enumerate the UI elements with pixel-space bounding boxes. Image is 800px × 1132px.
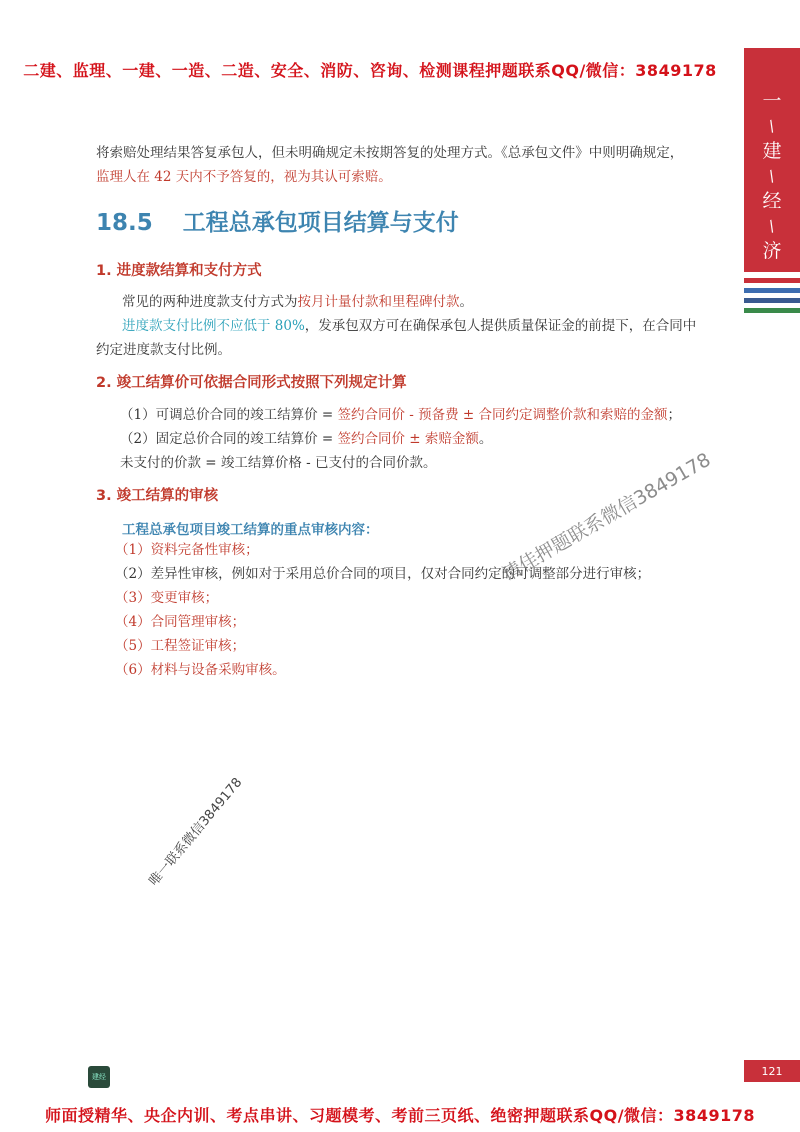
stripe-red	[744, 278, 800, 283]
side-tab-char: 济	[762, 240, 782, 262]
s2-line-1	[120, 403, 730, 427]
side-tab-separator: /	[765, 116, 779, 136]
publisher-logo: 建经	[88, 1066, 110, 1088]
subsection-2-heading: 2. 竣工结算价可依据合同形式按照下列规定计算	[96, 375, 407, 391]
s2-line-3: 未支付的价款 = 竣工结算价格 - 已支付的合同价款。	[120, 455, 437, 471]
side-tab-separator: /	[765, 216, 779, 236]
s1-text: ，发承包双方可在确保承包人提供质量保证金的前提下，在合同中	[304, 318, 697, 334]
side-tab-char: 一	[762, 90, 782, 112]
watermark-diagonal: 请佳押题联系微信3849178	[498, 448, 715, 587]
stripe-blue	[744, 288, 800, 293]
s2-text: 。	[478, 431, 493, 447]
s1-line-1	[122, 290, 722, 314]
s2-line-2	[120, 427, 730, 451]
watermark-small: 唯一联系微信3849178	[146, 775, 246, 889]
s1-text: 常见的两种进度款支付方式为	[122, 294, 298, 310]
intro-line-2: 监理人在 42 天内不予答复的，视为其认可索赔。	[96, 169, 392, 185]
chapter-side-tab	[744, 48, 800, 272]
section-title-text: 工程总承包项目结算与支付	[182, 210, 459, 236]
audit-list-item: （2）差异性审核，例如对于采用总价合同的项目，仅对合同约定的可调整部分进行审核；	[115, 566, 651, 582]
side-tab-char: 建	[762, 140, 782, 162]
audit-list-item: （4）合同管理审核；	[115, 614, 246, 630]
audit-list-item: （1）资料完备性审核；	[115, 542, 259, 558]
s2-highlight: 签约合同价 - 预备费 ± 合同约定调整价款和索赔的金额	[337, 407, 668, 423]
s2-text: ；	[667, 407, 682, 423]
stripe-navy	[744, 298, 800, 303]
section-title	[96, 204, 459, 237]
subsection-3-lead: 工程总承包项目竣工结算的重点审核内容：	[122, 522, 379, 538]
subsection-3-heading: 3. 竣工结算的审核	[96, 488, 219, 504]
color-stripes	[744, 278, 800, 318]
s1-highlight: 按月计量付款和里程碑付款	[297, 294, 460, 310]
side-tab-separator: /	[765, 166, 779, 186]
audit-list-item: （5）工程签证审核；	[115, 638, 246, 654]
stripe-green	[744, 308, 800, 313]
side-tab-char: 经	[762, 190, 782, 212]
s2-text: （1）可调总价合同的竣工结算价 =	[120, 407, 338, 423]
page-number: 121	[744, 1060, 800, 1082]
subsection-1-body	[122, 290, 722, 338]
s2-text: （2）固定总价合同的竣工结算价 =	[120, 431, 338, 447]
s1-line-2	[122, 314, 722, 338]
top-banner: 二建、监理、一建、一造、二造、安全、消防、咨询、检测课程押题联系QQ/微信：3849178	[23, 61, 717, 80]
audit-list-item: （3）变更审核；	[115, 590, 219, 606]
subsection-1-heading: 1. 进度款结算和支付方式	[96, 263, 262, 279]
section-number: 18.5	[96, 210, 153, 236]
s1-highlight-teal: 进度款支付比例不应低于 80%	[122, 318, 305, 334]
bottom-banner: 师面授精华、央企内训、考点串讲、习题模考、考前三页纸、绝密押题联系QQ/微信：3849178	[45, 1106, 755, 1125]
intro-line-1: 将索赔处理结果答复承包人，但未明确规定未按期答复的处理方式。《总承包文件》中则明确规定，	[96, 145, 684, 161]
audit-list-item: （6）材料与设备采购审核。	[115, 662, 286, 678]
s2-highlight: 签约合同价 ± 索赔金额	[337, 431, 479, 447]
audit-list	[115, 538, 725, 682]
s1-text: 。	[459, 294, 473, 310]
s1-line-3: 约定进度款支付比例。	[96, 342, 231, 358]
intro-paragraph	[96, 141, 726, 189]
subsection-2-body	[120, 403, 730, 475]
